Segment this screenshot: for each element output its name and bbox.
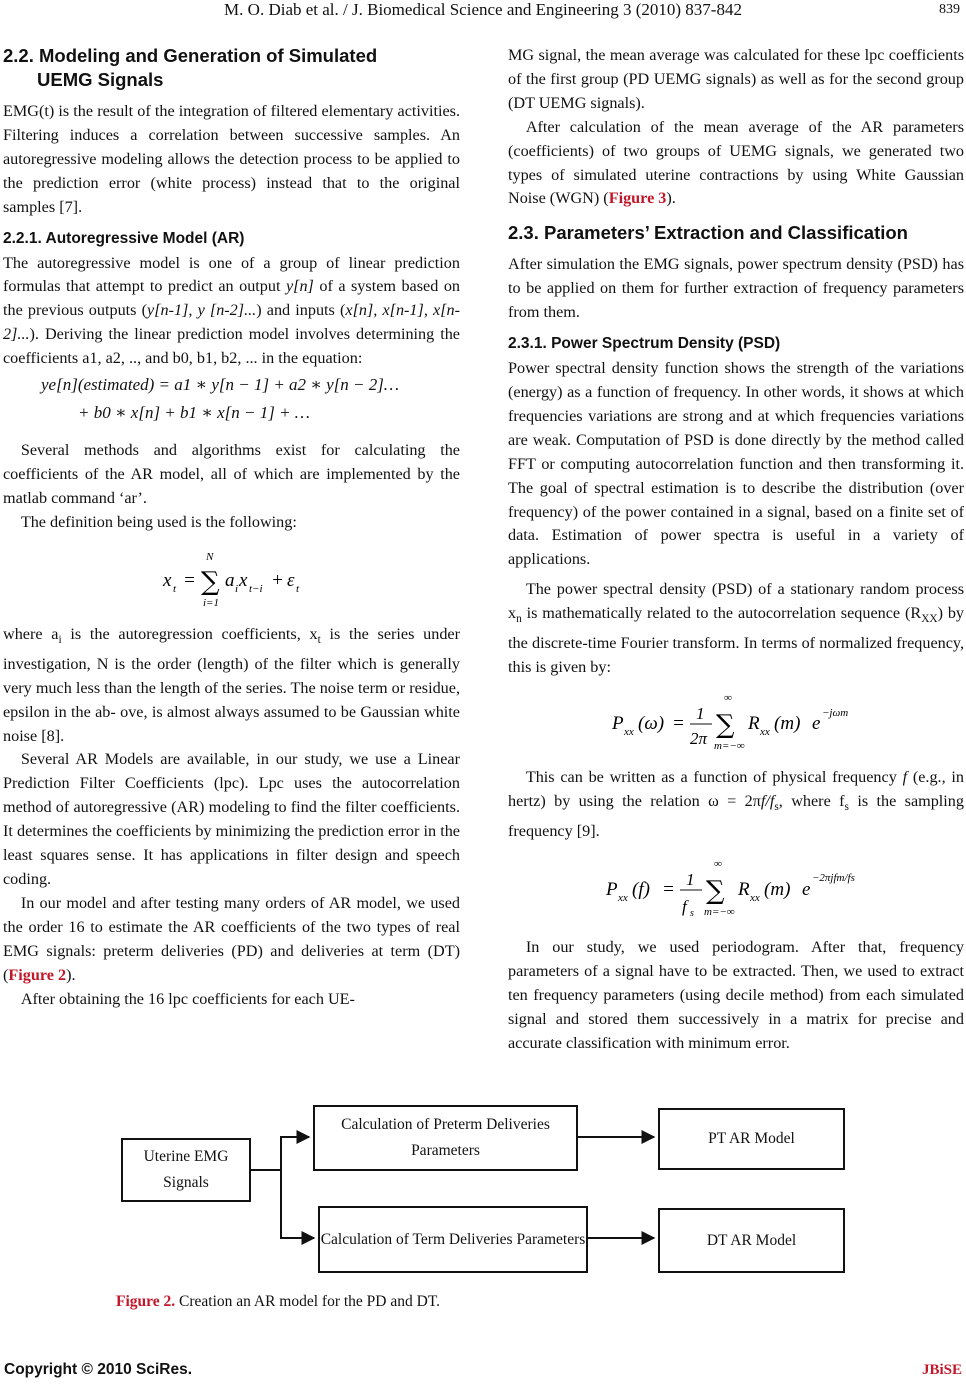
- eq-a-sub: i: [235, 582, 239, 595]
- figure-3-link[interactable]: Figure 3: [608, 189, 667, 208]
- eq-plus: +: [271, 569, 284, 591]
- text: s: [774, 801, 779, 814]
- eq-r-sub: xx: [750, 892, 760, 905]
- text: ) by the discrete-time Fourier transform. In terms of normalized frequency, this is given by:: [508, 604, 965, 677]
- text: s: [844, 801, 849, 814]
- text: y[n]: [285, 277, 314, 296]
- eq-equals: =: [183, 569, 196, 591]
- paragraph-lpc-coeffs: After obtaining the 16 lpc coefficients for each UE-: [20, 989, 355, 1008]
- eq-p-sub: xx: [618, 892, 628, 905]
- eq-e: e: [812, 713, 821, 735]
- eq-e-sup: −2πjfm/fs: [812, 872, 855, 885]
- equation-psd-normalized-svg: [508, 686, 964, 758]
- box-uterine-emg-signals: Uterine EMG Signals: [121, 1138, 251, 1202]
- eq-frac-num: 1: [686, 870, 695, 890]
- page-header: [0, 0, 966, 22]
- text: x[n], x[n-1], x[n-2]...: [3, 301, 460, 344]
- eq-f: (f): [632, 879, 650, 901]
- box-dt-ar-model: DT AR Model: [658, 1208, 845, 1273]
- paragraph-emg-intro: EMG(t) is the result of the integration of filtered elementary activities. Filtering induces a correlation between successive samples. An autoregressive modeling allows the detection process to be applied to the prediction error (white process) instead that to the original samples [7].: [3, 102, 460, 216]
- equation-line-2: + b0 ∗ x[n] + b1 ∗ x[n − 1] + …: [78, 403, 310, 423]
- eq-sum: ∑: [706, 876, 725, 907]
- text: of a system based on the previous outputs (: [3, 277, 461, 320]
- eq-m: (m): [764, 879, 791, 901]
- page-footer: [0, 1361, 966, 1386]
- paragraph-definition: The definition being used is the following:: [20, 512, 297, 531]
- journal-abbrev: JBiSE: [921, 1362, 962, 1378]
- text: f/f: [760, 791, 775, 810]
- section-2-2-heading-line1: 2.2. Modeling and Generation of Simulated: [3, 45, 378, 66]
- equation-psd-normalized: [508, 686, 964, 758]
- figure-2-caption: [116, 1293, 440, 1311]
- eq-sum-top: ∞: [724, 692, 732, 705]
- paragraph-physical-frequency: [508, 766, 964, 844]
- paragraph-psd-stationary: [508, 578, 964, 680]
- box-pt-ar-model: PT AR Model: [658, 1108, 845, 1170]
- eq-x2: x: [239, 569, 248, 591]
- section-2-2-heading: [3, 44, 460, 92]
- text: XX: [921, 613, 938, 626]
- eq-frac-den: f: [682, 897, 687, 917]
- eq-frac-den: 2π: [690, 729, 708, 749]
- text: is the sampling frequency [9].: [508, 791, 964, 841]
- text: (e.g., in hertz) by using the relation ω = 2π: [508, 768, 964, 810]
- text: ). Deriving the linear prediction model involves determining the coefficients a1, a2, .., and b0, b1, b2, ... in the equation:: [3, 325, 460, 368]
- equation-psd-physical: [508, 850, 964, 928]
- text: The power spectral density (PSD) of a stationary random process x: [508, 580, 964, 623]
- eq-x2-sub: t−i: [249, 582, 263, 595]
- page-number: 839: [939, 2, 960, 17]
- paragraph-order-16: [3, 892, 460, 988]
- figure-2-link[interactable]: Figure 2: [8, 965, 67, 984]
- eq-equals: =: [672, 713, 685, 735]
- text: ) and inputs (: [256, 301, 346, 320]
- copyright: Copyright © 2010 SciRes.: [4, 1361, 193, 1378]
- right-column: [508, 44, 964, 1056]
- paragraph-mean-average: MG signal, the mean average was calculated for these lpc coefficients of the first group (PD UEMG signals) as well as for the second group (DT UEMG signals).: [508, 46, 964, 112]
- text: i: [58, 633, 62, 646]
- text: ).: [666, 189, 676, 208]
- arrow-to-preterm: [250, 1137, 309, 1170]
- eq-r: R: [738, 879, 750, 901]
- section-2-2-heading-line2: UEMG Signals: [37, 69, 164, 90]
- text: , where f: [778, 791, 845, 810]
- eq-epsilon: ε: [287, 569, 295, 591]
- eq-p: P: [606, 879, 618, 901]
- figure-2-diagram: [0, 1010, 966, 1300]
- box-preterm-parameters: Calculation of Preterm Deliveries Parameters: [313, 1105, 578, 1171]
- eq-m: (m): [774, 713, 801, 735]
- eq-frac-num: 1: [696, 704, 705, 724]
- text: where a: [3, 624, 59, 643]
- eq-omega: (ω): [638, 713, 665, 735]
- section-2-3-heading: 2.3. Parameters’ Extraction and Classification: [508, 222, 908, 244]
- eq-r-sub: xx: [760, 726, 770, 739]
- eq-epsilon-sub: t: [296, 582, 300, 595]
- equation-ar-definition: [3, 543, 460, 615]
- paragraph-periodogram: In our study, we used periodogram. After that, frequency parameters of a signal have to be extracted. Then, we used to extract ten frequency parameters (using decile method) from each simulated signal and stored them successively in a matrix for precise and accurate classification with minimum error.: [508, 938, 964, 1052]
- running-title: M. O. Diab et al. / J. Biomedical Science and Engineering 3 (2010) 837-842: [224, 0, 742, 19]
- eq-sum-bottom: m=−∞: [714, 740, 745, 753]
- text: This can be written as a function of physical frequency: [525, 768, 903, 787]
- eq-r: R: [748, 713, 760, 735]
- eq-e: e: [802, 879, 811, 901]
- eq-sum-bottom: m=−∞: [704, 906, 735, 919]
- section-2-3-1-heading: 2.3.1. Power Spectrum Density (PSD): [508, 335, 781, 353]
- equation-linear-prediction: [3, 373, 460, 429]
- paragraph-where: [3, 623, 460, 749]
- text: ).: [66, 965, 76, 984]
- eq-p: P: [612, 713, 624, 735]
- text: is the series under investigation, N is the order (length) of the filter which is generally very much less than the length of the series. The noise term or residue, epsilon in the ab- ove, is almost always assumed to be Gaussian white noise [8].: [3, 624, 460, 745]
- text: After calculation of the mean average of the AR parameters (coefficients) of two groups of UEMG signals, we generated two types of simulated uterine contractions by using White Gaussian Noise (WGN) (: [508, 117, 964, 208]
- text: y[n-1], y [n-2]...: [147, 301, 257, 320]
- caption-label: Figure 2.: [116, 1293, 176, 1310]
- paragraph-ar-model: [3, 252, 460, 372]
- text: In our model and after testing many orders of AR model, we used the order 16 to estimate the AR coefficients of the two types of real EMG signals: preterm deliveries (PD) and deliveries at term (DT) (: [3, 893, 460, 984]
- equation-line-1: ye[n](estimated) = a1 ∗ y[n − 1] + a2 ∗ y[n − 2]…: [41, 375, 399, 395]
- eq-sum-top: ∞: [714, 858, 722, 871]
- eq-sum: ∑: [201, 566, 220, 597]
- text: t: [317, 633, 321, 646]
- left-column: [3, 44, 460, 1011]
- equation-psd-physical-svg: [508, 850, 964, 928]
- paragraph-psd-function: Power spectral density function shows the strength of the variations (energy) as a function of frequency. In other words, it shows at which frequencies variations are strong and at which frequencies variations are weak. Computation of PSD is done directly by the method called FFT or computing autocorrelation function and then transforming it. The goal of spectral estimation is to describe the distribution (over frequency) of the power contained in a signal, based on a finite set of data. Estimation of power spectra is useful in a variety of applications.: [508, 359, 964, 569]
- equation-ar-definition-svg: [3, 543, 460, 615]
- text: is the autoregression coefficients, x: [61, 624, 318, 643]
- paragraph-psd-intro: After simulation the EMG signals, power spectrum density (PSD) has to be applied on them for further extraction of frequency parameters from them.: [508, 255, 964, 322]
- eq-e-sup: −jωm: [822, 707, 849, 720]
- text: n: [516, 613, 522, 626]
- paragraph-lpc: Several AR Models are available, in our study, we use a Linear Prediction Filter Coefficients (lpc). Lpc uses the autocorrelation method of autoregressive (AR) modeling to find the filter coefficients. It determines the coefficients by minimizing the prediction error in the least squares sense. It has applications in filter design and speech coding.: [3, 750, 460, 888]
- eq-sum: ∑: [716, 710, 735, 741]
- eq-p-sub: xx: [624, 726, 634, 739]
- eq-sum-bottom: i=1: [203, 596, 219, 609]
- paragraph-wgn: [508, 116, 964, 212]
- section-2-2-1-heading: 2.2.1. Autoregressive Model (AR): [3, 229, 245, 247]
- eq-frac-den-sub: s: [690, 908, 694, 920]
- text: The autoregressive model is one of a group of linear prediction formulas that attempt to predict an output: [3, 253, 460, 296]
- eq-sum-top: N: [206, 550, 214, 563]
- eq-a: a: [225, 569, 235, 591]
- eq-x-sub: t: [173, 582, 177, 595]
- box-term-parameters: Calculation of Term Deliveries Parameters: [318, 1206, 588, 1273]
- paragraph-methods: Several methods and algorithms exist for calculating the coefficients of the AR model, all of which are implemented by the matlab command ‘ar’.: [3, 441, 460, 507]
- arrow-to-term: [281, 1170, 314, 1238]
- caption-text: Creation an AR model for the PD and DT.: [175, 1293, 441, 1310]
- text: f: [902, 768, 908, 787]
- eq-equals: =: [662, 879, 675, 901]
- text: is mathematically related to the autocorrelation sequence (R: [521, 604, 922, 623]
- eq-x: x: [163, 569, 172, 591]
